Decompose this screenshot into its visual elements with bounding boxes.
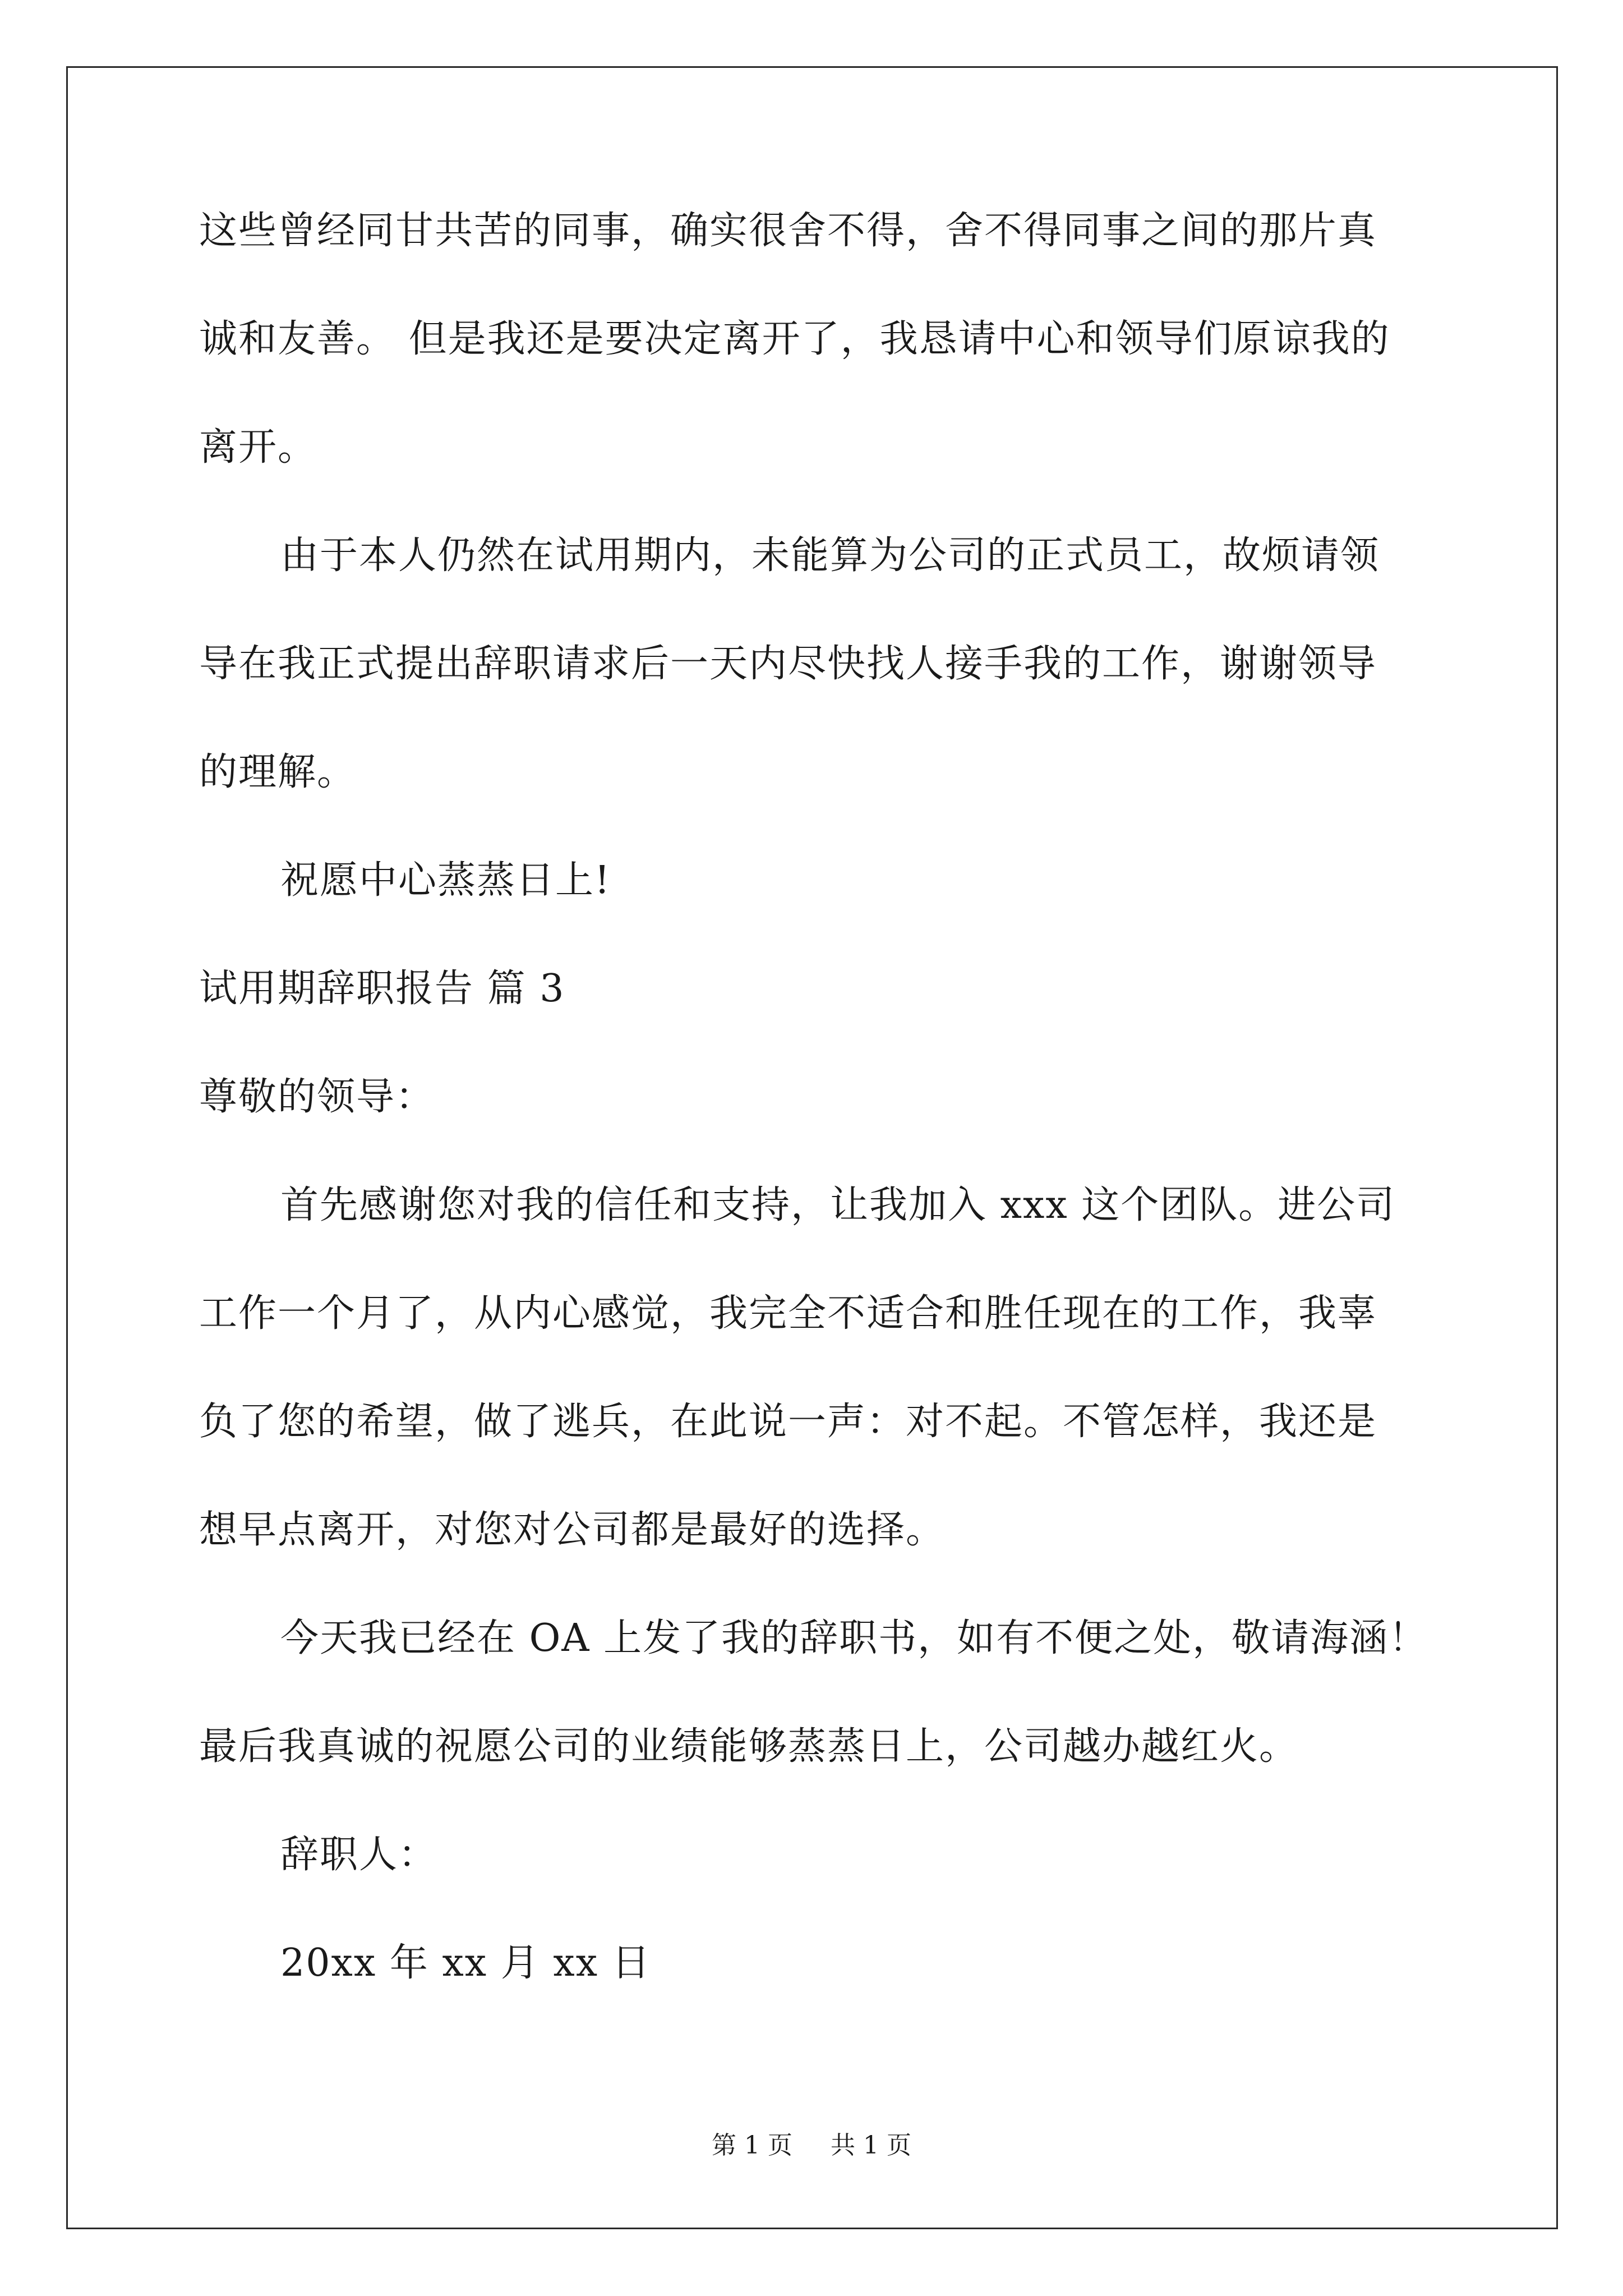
date-line: 20xx 年 xx 月 xx 日 [280,1941,651,1985]
page-total: 共 1 页 [831,2131,911,2160]
signature-label: 辞职人： [280,1833,438,1877]
paragraph-start: 由于本人仍然在试用期内，未能算为公司的正式员工，故烦请领 [280,533,1380,578]
closing-wish: 祝愿中心蒸蒸日上! [280,858,611,903]
body-line: 的理解。 [199,750,357,794]
body-line: 这些曾经同甘共苦的同事，确实很舍不得，舍不得同事之间的那片真 [199,209,1377,253]
body-line: 诚和友善。 但是我还是要决定离开了，我恳请中心和领导们原谅我的 [199,317,1390,361]
page-frame [66,66,1558,2229]
body-line: 离开。 [199,425,317,470]
section-heading: 试用期辞职报告 篇 3 [199,967,565,1011]
page-footer [0,2132,1623,2160]
paragraph-start: 首先感谢您对我的信任和支持，让我加入 xxx 这个团队。进公司 [280,1183,1396,1227]
paragraph-start: 今天我已经在 OA 上发了我的辞职书，如有不便之处，敬请海涵！ [280,1616,1428,1660]
body-line: 最后我真诚的祝愿公司的业绩能够蒸蒸日上，公司越办越红火。 [199,1724,1299,1769]
body-line: 导在我正式提出辞职请求后一天内尽快找人接手我的工作，谢谢领导 [199,642,1377,686]
body-line: 工作一个月了，从内心感觉，我完全不适合和胜任现在的工作，我辜 [199,1291,1377,1336]
salutation: 尊敬的领导： [199,1075,435,1119]
body-line: 想早点离开，对您对公司都是最好的选择。 [199,1508,946,1552]
page-number: 第 1 页 [712,2131,792,2160]
body-line: 负了您的希望，做了逃兵，在此说一声：对不起。不管怎样，我还是 [199,1400,1377,1444]
